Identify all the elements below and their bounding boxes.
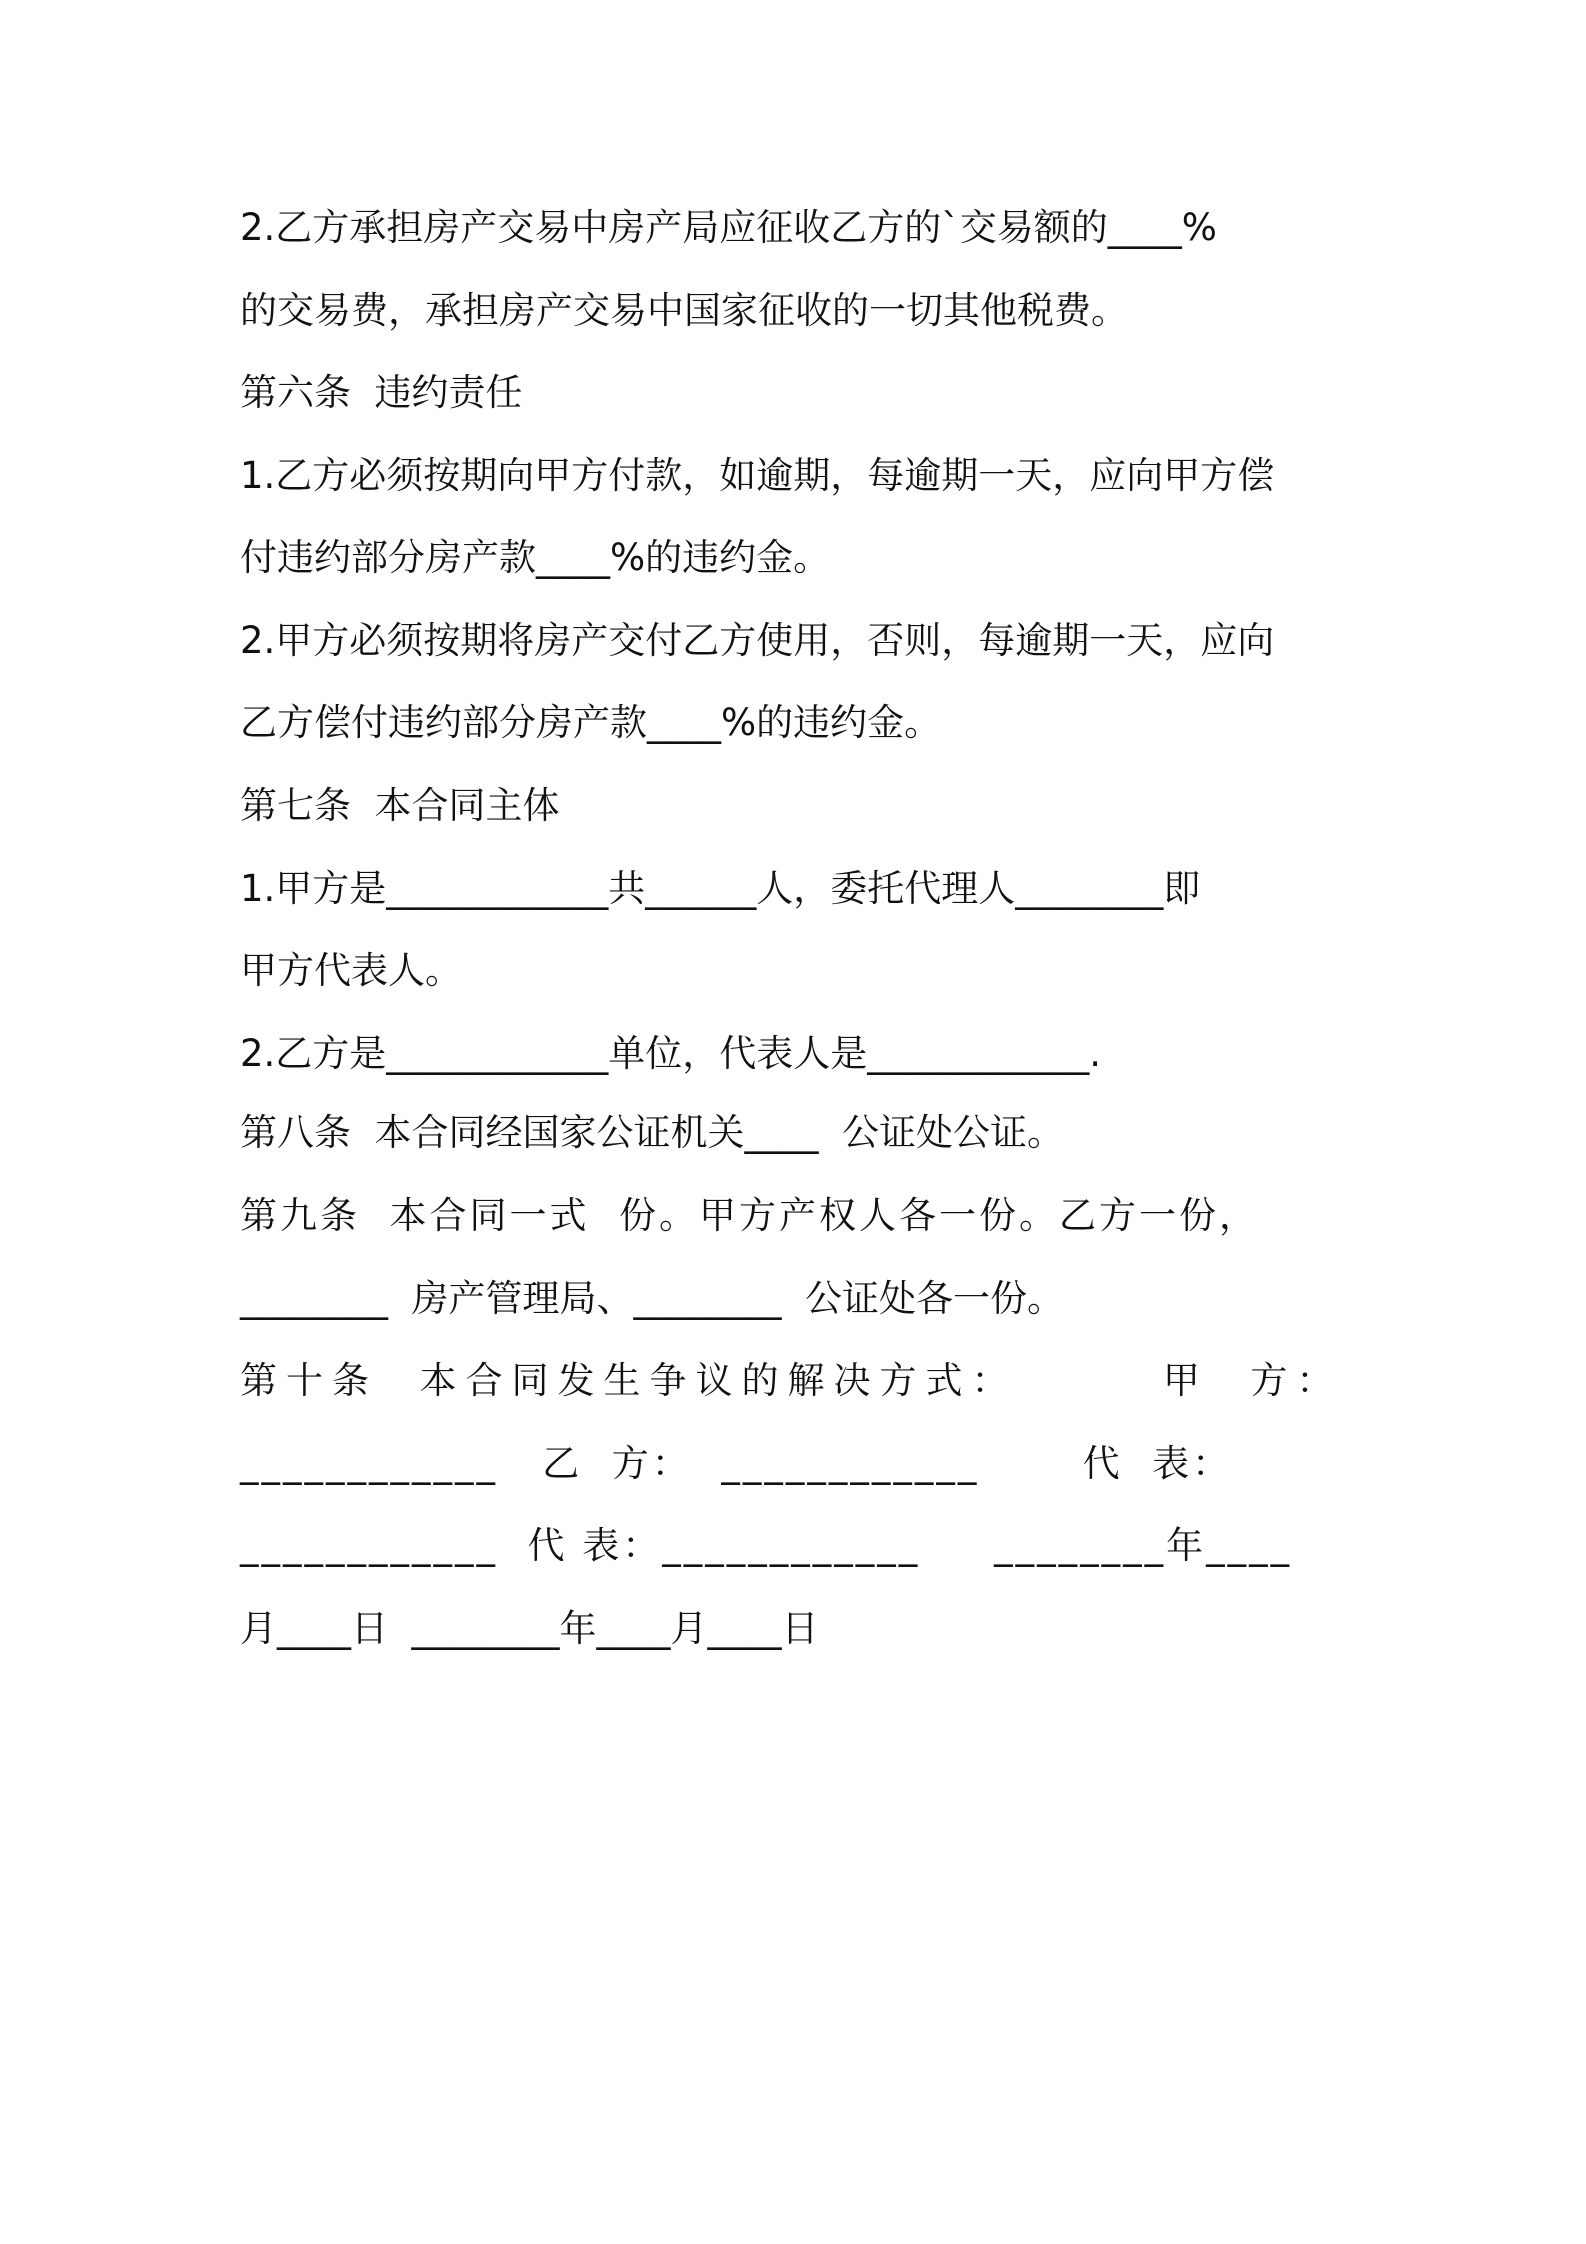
clause-5-item-2-line-2: 的交易费，承担房产交易中国家征收的一切其他税费。 <box>240 289 1128 332</box>
clause-7-item-1-line-2: 甲方代表人。 <box>240 949 462 992</box>
clause-6-heading: 第六条 违约责任 <box>240 371 523 414</box>
clause-10-line-1: 第十条 本合同发生争议的解决方式： 甲 方： <box>240 1359 1343 1402</box>
signature-date-line: 月____日 ________年____月____日 <box>240 1607 819 1650</box>
clause-6-item-1-line-1: 1.乙方必须按期向甲方付款，如逾期，每逾期一天，应向甲方偿 <box>240 454 1275 497</box>
clause-9-line-2: ________ 房产管理局、________ 公证处各一份。 <box>240 1277 1065 1320</box>
clause-5-item-2-line-1: 2.乙方承担房产交易中房产局应征收乙方的`交易额的____% <box>240 206 1217 249</box>
clause-7-heading: 第七条 本合同主体 <box>240 784 560 827</box>
clause-7-item-1-line-1: 1.甲方是____________共______人，委托代理人________即 <box>240 867 1201 910</box>
clause-6-item-2-line-1: 2.甲方必须按期将房产交付乙方使用，否则，每逾期一天，应向 <box>240 619 1275 662</box>
clause-9-line-1: 第九条 本合同一式 份。甲方产权人各一份。乙方一份， <box>240 1194 1260 1237</box>
signature-line-1: ____________ 乙 方： ____________ 代 表： <box>240 1442 1233 1485</box>
clause-7-item-2: 2.乙方是____________单位，代表人是____________. <box>240 1032 1102 1075</box>
clause-8: 第八条 本合同经国家公证机关____ 公证处公证。 <box>240 1111 1065 1154</box>
clause-6-item-1-line-2: 付违约部分房产款____%的违约金。 <box>240 536 831 579</box>
clause-6-item-2-line-2: 乙方偿付违约部分房产款____%的违约金。 <box>240 701 942 744</box>
signature-line-2: ____________ 代 表：____________ ________年____ <box>240 1524 1293 1567</box>
